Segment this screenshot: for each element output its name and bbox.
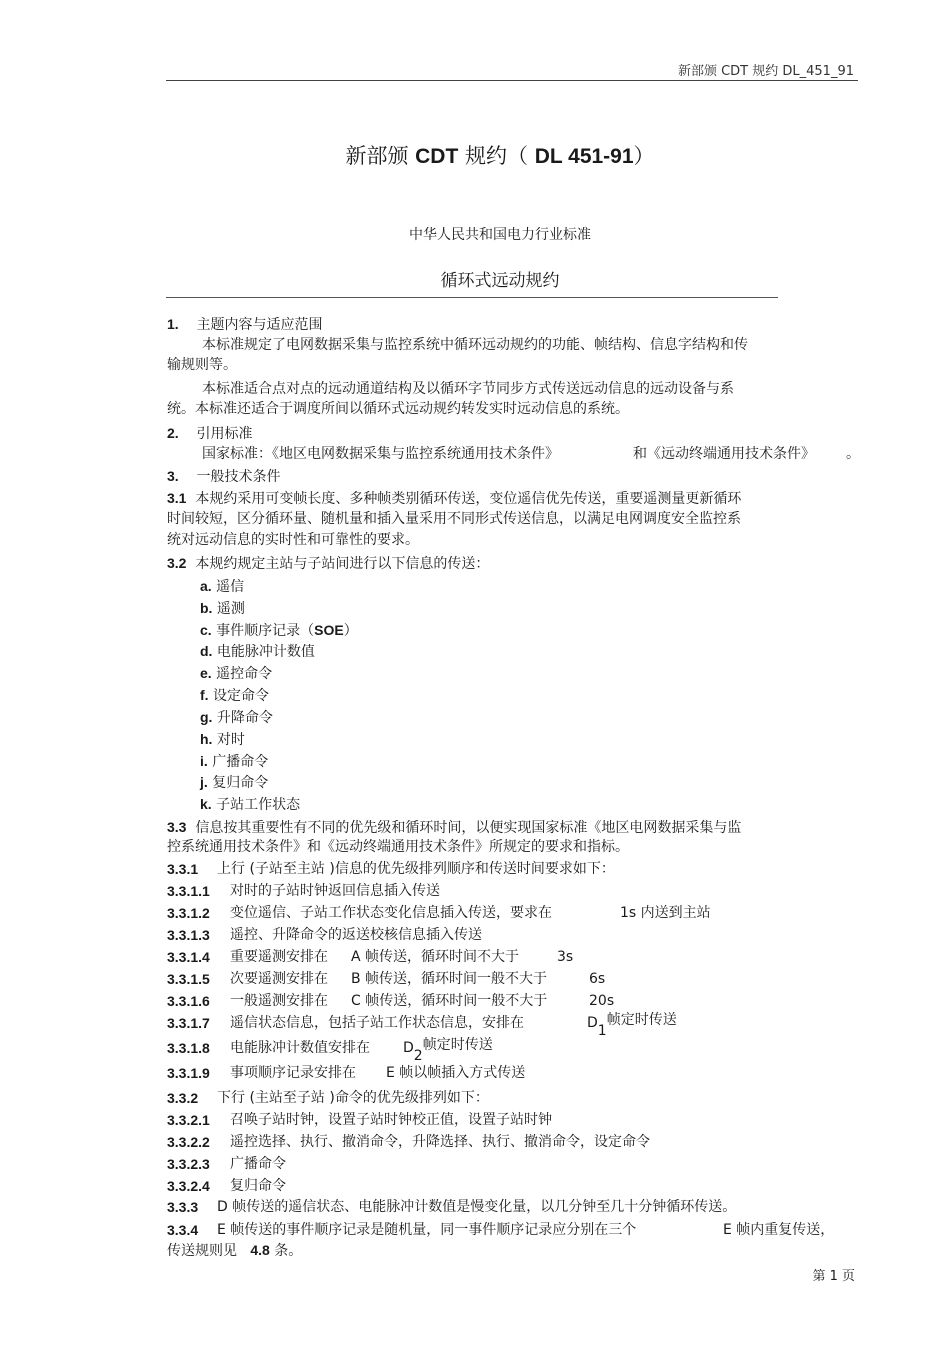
paragraph-line bbox=[167, 1088, 489, 1109]
clause-text: A 帧传送，循环时间不大于 bbox=[351, 949, 520, 965]
clause-ref: 4.8 bbox=[250, 1242, 270, 1258]
clause-number: 3.3.2.2 bbox=[167, 1134, 210, 1150]
list-letter: e. bbox=[200, 665, 212, 681]
clause-text: 广播命令 bbox=[230, 1156, 286, 1172]
paragraph-line bbox=[167, 1197, 737, 1218]
section-heading bbox=[167, 423, 253, 444]
list-text: 遥控命令 bbox=[216, 666, 273, 682]
paragraph-line bbox=[167, 859, 615, 880]
paragraph-line: 统。本标准还适合于调度所间以循环式远动规约转发实时远动信息的系统。 bbox=[167, 401, 629, 417]
clause-number: 3.3.2.1 bbox=[167, 1112, 210, 1128]
frame-subscript: 2 bbox=[413, 1048, 423, 1064]
list-letter: c. bbox=[200, 622, 212, 638]
paragraph-line bbox=[167, 1110, 552, 1131]
paragraph-line bbox=[167, 1220, 637, 1241]
clause-text: 一般遥测安排在 bbox=[230, 993, 328, 1009]
header-rule bbox=[166, 80, 858, 81]
paragraph-line bbox=[167, 969, 328, 990]
list-text: 遥信 bbox=[216, 579, 245, 595]
paragraph-line: 国家标准：《地区电网数据采集与监控系统通用技术条件》 bbox=[202, 446, 559, 462]
clause-number: 3.3.2 bbox=[167, 1090, 199, 1106]
list-letter: k. bbox=[200, 796, 212, 812]
clause-text: 条。 bbox=[274, 1243, 303, 1259]
running-header: 新部颁 CDT 规约 DL_451_91 bbox=[677, 64, 854, 79]
section-number: 2. bbox=[167, 425, 179, 441]
paragraph-line: 本标准规定了电网数据采集与监控系统中循环远动规约的功能、帧结构、信息字结构和传 bbox=[202, 337, 748, 353]
clause-text: B 帧传送，循环时间一般不大于 bbox=[351, 971, 548, 987]
clause-number: 3.3.1.5 bbox=[167, 971, 210, 987]
frame-letter: D bbox=[403, 1040, 414, 1056]
list-item bbox=[200, 707, 273, 728]
clause-number: 3.3.3 bbox=[167, 1199, 199, 1215]
paragraph-line bbox=[167, 925, 482, 946]
section-title: 主题内容与适应范围 bbox=[196, 317, 323, 333]
clause-number: 3.3.1.4 bbox=[167, 949, 210, 965]
clause-text: 遥信状态信息，包括子站工作状态信息，安排在 bbox=[230, 1015, 524, 1031]
list-letter: d. bbox=[200, 643, 213, 659]
clause-number: 3.3.1.6 bbox=[167, 993, 210, 1009]
list-text: 升降命令 bbox=[216, 710, 273, 726]
paragraph-line bbox=[167, 947, 328, 968]
clause-number: 3.1 bbox=[167, 490, 187, 506]
list-item bbox=[200, 729, 245, 750]
list-item bbox=[200, 794, 300, 815]
paragraph-line bbox=[167, 817, 741, 838]
frame-text: 帧定时传送 bbox=[606, 1012, 677, 1028]
clause-text: 重要遥测安排在 bbox=[230, 949, 328, 965]
paragraph-line: 统对远动信息的实时性和可靠性的要求。 bbox=[167, 532, 419, 548]
frame-subscript: 1 bbox=[597, 1023, 607, 1039]
list-item bbox=[200, 751, 268, 772]
clause-number: 3.3.2.4 bbox=[167, 1178, 210, 1194]
clause-text: E 帧传送的事件顺序记录是随机量，同一事件顺序记录应分别在三个 bbox=[217, 1222, 637, 1238]
list-item bbox=[200, 576, 244, 597]
clause-number: 3.3.1.3 bbox=[167, 927, 210, 943]
clause-text: 本规约采用可变帧长度、多种帧类别循环传送，变位遥信优先传送，重要遥测量更新循环 bbox=[195, 491, 742, 507]
clause-text: 下行 (主站至子站 )命令的优先级排列如下： bbox=[217, 1090, 489, 1106]
clause-text: C 帧传送，循环时间一般不大于 bbox=[351, 993, 548, 1009]
list-letter: h. bbox=[200, 731, 213, 747]
clause-number: 3.3 bbox=[167, 819, 187, 835]
section-heading bbox=[167, 466, 281, 487]
list-letter: g. bbox=[200, 709, 213, 725]
list-item bbox=[200, 598, 245, 619]
document-title bbox=[0, 140, 950, 170]
clause-text: D 帧传送的遥信状态、电能脉冲计数值是慢变化量，以几分钟至几十分钟循环传送。 bbox=[217, 1199, 737, 1215]
list-item bbox=[200, 620, 358, 641]
title-part: ） bbox=[633, 144, 655, 168]
frame-letter: D bbox=[587, 1015, 598, 1031]
title-rule bbox=[166, 297, 778, 298]
paragraph-line bbox=[167, 1240, 302, 1261]
section-title: 引用标准 bbox=[196, 426, 253, 442]
page-number: 第 1 页 bbox=[812, 1269, 855, 1284]
title-part: DL 451-91 bbox=[534, 145, 634, 168]
paragraph-line bbox=[167, 1038, 370, 1059]
section-number: 1. bbox=[167, 316, 179, 332]
clause-text: 20s bbox=[589, 993, 615, 1009]
paragraph-line bbox=[167, 1063, 356, 1084]
clause-text: 召唤子站时钟，设置子站时钟校正值，设置子站时钟 bbox=[230, 1112, 552, 1128]
clause-text bbox=[587, 1012, 677, 1039]
clause-text: 信息按其重要性有不同的优先级和循环时间，以便实现国家标准《地区电网数据采集与监 bbox=[195, 820, 742, 836]
clause-text: 对时的子站时钟返回信息插入传送 bbox=[230, 883, 440, 899]
clause-number: 3.2 bbox=[167, 555, 187, 571]
paragraph-line bbox=[167, 553, 489, 574]
list-text: ） bbox=[343, 623, 358, 639]
paragraph-line bbox=[167, 991, 328, 1012]
clause-text: 复归命令 bbox=[230, 1178, 286, 1194]
clause-text: E 帧以帧插入方式传送 bbox=[386, 1065, 526, 1081]
clause-text: 次要遥测安排在 bbox=[230, 971, 328, 987]
list-letter: b. bbox=[200, 600, 213, 616]
paragraph-line bbox=[167, 903, 552, 924]
list-item bbox=[200, 641, 315, 662]
list-text-bold: SOE bbox=[314, 622, 344, 638]
paragraph-line: 。 bbox=[846, 446, 860, 462]
list-letter: a. bbox=[200, 578, 212, 594]
clause-text: 本规约规定主站与子站间进行以下信息的传送： bbox=[195, 556, 490, 572]
clause-text: 电能脉冲计数值安排在 bbox=[230, 1040, 370, 1056]
clause-text: 上行 (子站至主站 )信息的优先级排列顺序和传送时间要求如下： bbox=[217, 861, 615, 877]
paragraph-line bbox=[167, 1013, 524, 1034]
section-number: 3. bbox=[167, 468, 179, 484]
clause-number: 3.3.1.2 bbox=[167, 905, 210, 921]
paragraph-line: 输规则等。 bbox=[167, 357, 237, 373]
list-text: 电能脉冲计数值 bbox=[216, 644, 315, 660]
clause-text: E 帧内重复传送， bbox=[723, 1222, 835, 1238]
list-item bbox=[200, 772, 268, 793]
list-item bbox=[200, 663, 272, 684]
clause-text: 3s bbox=[557, 949, 574, 965]
paragraph-line bbox=[167, 881, 440, 902]
clause-number: 3.3.1.8 bbox=[167, 1040, 210, 1056]
list-text: 复归命令 bbox=[212, 775, 269, 791]
clause-text bbox=[403, 1037, 493, 1064]
paragraph-line: 本标准适合点对点的远动通道结构及以循环字节同步方式传送远动信息的远动设备与系 bbox=[202, 381, 734, 397]
title-part: CDT bbox=[415, 145, 459, 168]
list-item bbox=[200, 685, 269, 706]
clause-number: 3.3.4 bbox=[167, 1222, 199, 1238]
clause-text: 传送规则见 bbox=[167, 1243, 237, 1259]
standard-org: 中华人民共和国电力行业标准 bbox=[409, 227, 591, 243]
list-text: 对时 bbox=[216, 732, 245, 748]
document-name: 循环式远动规约 bbox=[440, 271, 560, 291]
title-part: 规约（ bbox=[465, 144, 528, 168]
list-text: 子站工作状态 bbox=[216, 797, 301, 813]
clause-number: 3.3.1.9 bbox=[167, 1065, 210, 1081]
list-letter: j. bbox=[200, 774, 208, 790]
clause-number: 3.3.1.1 bbox=[167, 883, 210, 899]
clause-number: 3.3.2.3 bbox=[167, 1156, 210, 1172]
title-part: 新部颁 bbox=[345, 144, 409, 168]
paragraph-line bbox=[167, 488, 741, 509]
list-text: 事件顺序记录（ bbox=[216, 623, 315, 639]
clause-text: 遥控、升降命令的返送校核信息插入传送 bbox=[230, 927, 482, 943]
section-title: 一般技术条件 bbox=[196, 469, 281, 485]
clause-text: 变位遥信、子站工作状态变化信息插入传送，要求在 bbox=[230, 905, 552, 921]
section-heading bbox=[167, 314, 323, 335]
frame-text: 帧定时传送 bbox=[422, 1037, 493, 1053]
paragraph-line: 控系统通用技术条件》和《远动终端通用技术条件》所规定的要求和指标。 bbox=[167, 839, 629, 855]
list-text: 遥测 bbox=[216, 601, 245, 617]
paragraph-line bbox=[167, 1176, 286, 1197]
list-text: 广播命令 bbox=[212, 754, 269, 770]
list-text: 设定命令 bbox=[213, 688, 270, 704]
clause-text: 1s 内送到主站 bbox=[620, 905, 711, 921]
paragraph-line: 和《远动终端通用技术条件》 bbox=[633, 446, 815, 462]
list-letter: i. bbox=[200, 753, 208, 769]
clause-text: 事项顺序记录安排在 bbox=[230, 1065, 356, 1081]
clause-text: 6s bbox=[589, 971, 606, 987]
clause-number: 3.3.1 bbox=[167, 861, 199, 877]
clause-number: 3.3.1.7 bbox=[167, 1015, 210, 1031]
paragraph-line bbox=[167, 1154, 286, 1175]
paragraph-line bbox=[167, 1132, 650, 1153]
paragraph-line: 时间较短，区分循环量、随机量和插入量采用不同形式传送信息，以满足电网调度安全监控系 bbox=[167, 511, 741, 527]
clause-text: 遥控选择、执行、撤消命令，升降选择、执行、撤消命令，设定命令 bbox=[230, 1134, 650, 1150]
list-letter: f. bbox=[200, 687, 209, 703]
